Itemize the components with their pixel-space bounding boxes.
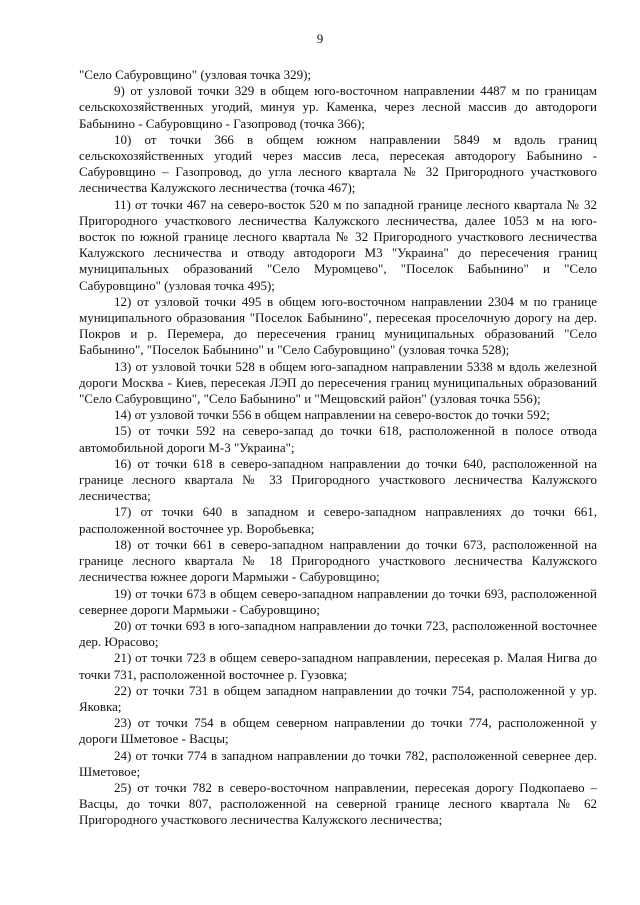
document-body: [79, 67, 597, 829]
paragraph-item-25: 25) от точки 782 в северо-восточном направлении, пересекая дорогу Подкопаево – Васцы, до точки 807, расположенной на северной границе лесного квартала № 62 Пригородного участкового лесничества Калужского лесничества;: [79, 779, 597, 828]
paragraph-item-16: 16) от точки 618 в северо-западном направлении до точки 640, расположенной на границе лесного квартала № 33 Пригородного участкового лесничества Калужского лесничества;: [79, 455, 597, 504]
paragraph-item-13: 13) от узловой точки 528 в общем юго-западном направлении 5338 м вдоль железной дороги Москва - Киев, пересекая ЛЭП до пересечения границ муниципальных образований "Село Сабуровщино", "Село Бабынино" и "Мещовский район" (узловая точка 556);: [79, 358, 597, 407]
paragraph-item-18: 18) от точки 661 в северо-западном направлении до точки 673, расположенной на границе лесного квартала № 18 Пригородного участкового лесничества Калужского лесничества южнее дороги Мармыжи - Сабуровщино;: [79, 536, 597, 585]
page-number: 9: [316, 31, 324, 46]
paragraph-item-9: 9) от узловой точки 329 в общем юго-восточном направлении 4487 м по границам сельскохозяйственных угодий, минуя ур. Каменка, через лесной массив до автодороги Бабынино - Сабуровщино - Газопровод (точка 366);: [79, 83, 597, 131]
paragraph-item-22: 22) от точки 731 в общем западном направлении до точки 754, расположенной у ур. Яковка;: [79, 682, 597, 714]
paragraph-item-21: 21) от точки 723 в общем северо-западном направлении, пересекая р. Малая Нигва до точки 731, расположенной восточнее р. Гузовка;: [79, 650, 597, 682]
paragraph-item-19: 19) от точки 673 в общем северо-западном направлении до точки 693, расположенной севернее дороги Мармыжи - Сабуровщино;: [79, 585, 597, 617]
paragraph-item-14: 14) от узловой точки 556 в общем направлении на северо-восток до точки 592;: [114, 407, 550, 423]
paragraph-item-15: 15) от точки 592 на северо-запад до точки 618, расположенной в полосе отвода автомобильной дороги М-3 "Украина";: [79, 423, 597, 455]
paragraph-item-11: 11) от точки 467 на северо-восток 520 м по западной границе лесного квартала № 32 Пригородного участкового лесничества Калужского лесничества, далее 1053 м на юго-восток по южной границе лесного квартала № 32 Пригородного участкового лесничества Калужского лесничества и отводу автодороги М3 "Украина" до пересечения границ муниципальных образований "Село Муромцево", "Поселок Бабынино" и "Село Сабуровщино" (узловая точка 495);: [79, 196, 597, 293]
paragraph-item-12: 12) от узловой точки 495 в общем юго-восточном направлении 2304 м по границе муниципального образования "Поселок Бабынино", пересекая проселочную дорогу на дер. Покров и р. Перемера, до пересечения границ муниципальных образований "Село Бабынино", "Поселок Бабынино" и "Село Сабуровщино" (узловая точка 528);: [79, 293, 597, 358]
paragraph-continuation: "Село Сабуровщино" (узловая точка 329);: [79, 67, 312, 82]
paragraph-item-23: 23) от точки 754 в общем северном направлении до точки 774, расположенной у дороги Шметовое - Васцы;: [79, 715, 597, 747]
paragraph-item-20: 20) от точки 693 в юго-западном направлении до точки 723, расположенной восточнее дер. Юрасово;: [79, 617, 597, 650]
paragraph-item-24: 24) от точки 774 в западном направлении до точки 782, расположенной севернее дер. Шметовое;: [79, 747, 597, 779]
paragraph-item-17: 17) от точки 640 в западном и северо-западном направлениях до точки 661, расположенной восточнее ур. Воробьевка;: [79, 504, 597, 536]
paragraph-item-10: 10) от точки 366 в общем южном направлении 5849 м вдоль границ сельскохозяйственных угодий через массив леса, пересекая автодорогу Бабынино - Сабуровщино – Газопровод, до угла лесного квартала № 32 Пригородного участкового лесничества Калужского лесничества (точка 467);: [79, 131, 597, 196]
